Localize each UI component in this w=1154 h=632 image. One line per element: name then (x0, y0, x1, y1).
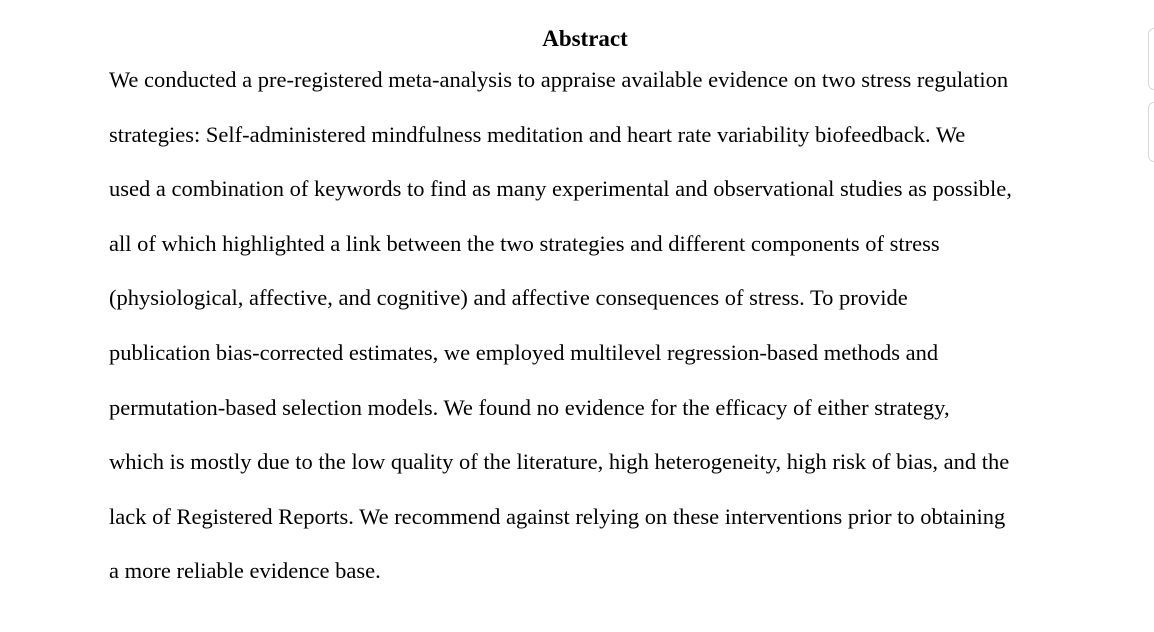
comment-margin-tab[interactable] (1148, 28, 1154, 90)
abstract-line: used a combination of keywords to find as many experimental and observational studies as possible, (109, 176, 1012, 202)
abstract-body (109, 65, 1069, 611)
abstract-line: a more reliable evidence base. (109, 558, 381, 584)
abstract-line: permutation-based selection models. We found no evidence for the efficacy of either strategy, (109, 394, 950, 420)
abstract-line: all of which highlighted a link between the two strategies and different components of stress (109, 230, 940, 256)
abstract-line: (physiological, affective, and cognitive) and affective consequences of stress. To provide (109, 285, 908, 311)
abstract-line: strategies: Self-administered mindfulness meditation and heart rate variability biofeedback. We (109, 121, 966, 147)
abstract-line: publication bias-corrected estimates, we employed multilevel regression-based methods and (109, 339, 939, 365)
abstract-line: lack of Registered Reports. We recommend against relying on these interventions prior to obtaining (109, 503, 1006, 529)
abstract-line: which is mostly due to the low quality of the literature, high heterogeneity, high risk of bias, and the (109, 449, 1010, 475)
abstract-heading: Abstract (542, 26, 628, 51)
comment-margin-tab[interactable] (1148, 102, 1154, 162)
abstract-line: We conducted a pre-registered meta-analysis to appraise available evidence on two stress regulation (109, 67, 1009, 92)
